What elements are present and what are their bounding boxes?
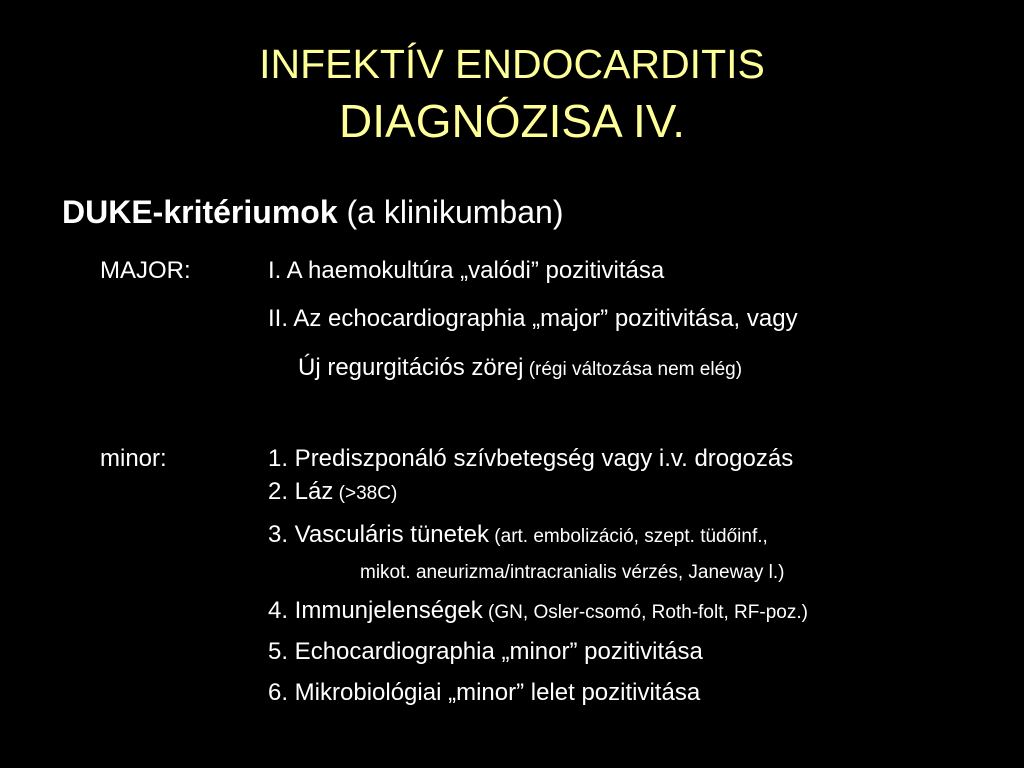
major-label: MAJOR: bbox=[100, 257, 191, 284]
major-item-2: II. Az echocardiographia „major” pozitivitása, vagy bbox=[268, 305, 798, 332]
minor-item-4 bbox=[268, 596, 808, 628]
section-heading bbox=[62, 192, 563, 232]
major-item-3-note: (régi változása nem elég) bbox=[523, 359, 743, 380]
minor-item-4-main: 4. Immunjelenségek bbox=[268, 597, 483, 624]
minor-item-3-main: 3. Vasculáris tünetek bbox=[268, 521, 490, 548]
major-item-3 bbox=[298, 353, 742, 385]
heading-bold: DUKE-kritériumok bbox=[62, 194, 338, 230]
minor-item-1: 1. Prediszponáló szívbetegség vagy i.v. drogozás bbox=[268, 445, 794, 472]
major-item-3-main: Új regurgitációs zörej bbox=[298, 354, 524, 381]
major-item-1: I. A haemokultúra „valódi” pozitivitása bbox=[268, 257, 665, 284]
slide-title-line-2: DIAGNÓZISA IV. bbox=[339, 95, 685, 147]
minor-item-4-note: (GN, Osler-csomó, Roth-folt, RF-poz.) bbox=[482, 602, 808, 623]
minor-item-3 bbox=[268, 520, 768, 552]
minor-item-3-note: (art. embolizáció, szept. tüdőinf., bbox=[489, 526, 768, 547]
minor-item-2-main: 2. Láz bbox=[268, 478, 334, 505]
minor-item-3-continuation: mikot. aneurizma/intracranialis vérzés, Janeway l.) bbox=[360, 562, 785, 583]
minor-item-2 bbox=[268, 477, 397, 509]
slide-title-line-1: INFEKTÍV ENDOCARDITIS bbox=[259, 41, 765, 87]
minor-item-6: 6. Mikrobiológiai „minor” lelet pozitivitása bbox=[268, 679, 701, 706]
minor-item-5: 5. Echocardiographia „minor” pozitivitása bbox=[268, 638, 703, 665]
heading-rest: (a klinikumban) bbox=[337, 194, 564, 230]
minor-label: minor: bbox=[100, 445, 167, 472]
minor-item-2-note: (>38C) bbox=[333, 483, 398, 504]
